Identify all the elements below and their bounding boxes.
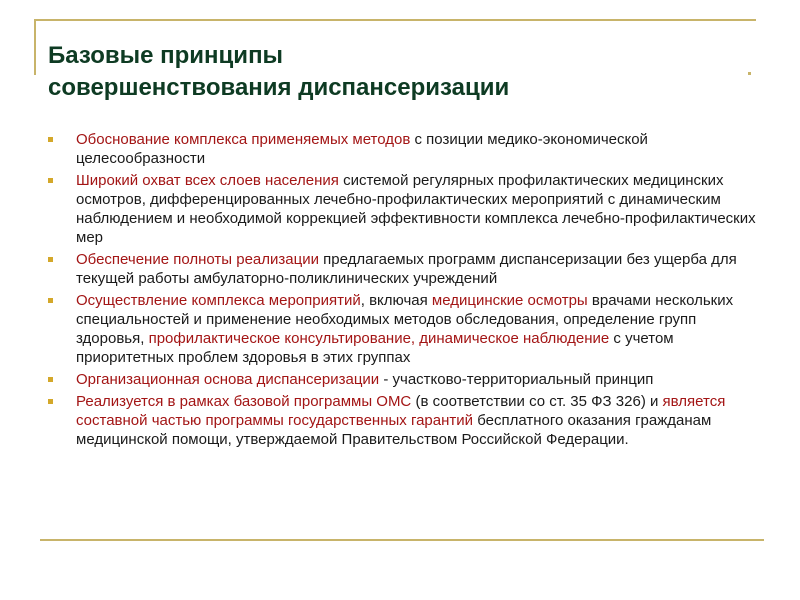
bullet-marker <box>48 137 53 142</box>
bullet-highlight: Обоснование комплекса применяемых методов <box>76 131 411 148</box>
top-rule <box>34 19 756 21</box>
bullet-marker <box>48 399 53 404</box>
bullet-item <box>48 250 760 288</box>
corner-dot <box>748 72 751 75</box>
bullet-text: (в соответствии со ст. 35 ФЗ 326) и <box>411 393 663 410</box>
bullet-highlight: является составной частью программы государственных гарантий <box>76 393 726 429</box>
slide-title <box>48 40 748 104</box>
left-rule <box>34 19 36 75</box>
bullet-marker <box>48 178 53 183</box>
bullet-marker <box>48 257 53 262</box>
bullet-list <box>48 130 760 452</box>
title-line-2: совершенствования диспансеризации <box>48 74 510 101</box>
bullet-highlight: Осуществление комплекса мероприятий <box>76 292 361 309</box>
bullet-item <box>48 130 760 168</box>
bullet-text: предлагаемых программ диспансеризации без ущерба для текущей работы амбулаторно-поликлинических учреждений <box>76 251 737 287</box>
bullet-highlight: профилактическое консультирование, динамическое наблюдение <box>148 330 610 347</box>
bullet-highlight: Широкий охват всех слоев населения <box>76 172 339 189</box>
bullet-text: врачами нескольких специальностей и применение необходимых методов обследования, определение групп здоровья, <box>76 292 734 347</box>
bullet-item <box>48 291 760 367</box>
bullet-item <box>48 370 760 389</box>
bullet-text: , включая <box>360 292 432 309</box>
bullet-highlight: Обеспечение полноты реализации <box>76 251 319 268</box>
title-line-1: Базовые принципы <box>48 42 284 69</box>
bullet-item <box>48 392 760 449</box>
bullet-highlight: медицинские осмотры <box>431 292 588 309</box>
bullet-text: системой регулярных профилактических медицинских осмотров, дифференцированных лечебно-профилактических мероприятий с динамическим наблюдением и необходимой коррекцией эффективности комплекса лечебно-профилактических мер <box>76 172 756 246</box>
bullet-text: с учетом приоритетных проблем здоровья в этих группах <box>76 330 674 366</box>
bullet-highlight: Реализуется в рамках базовой программы ОМС <box>76 393 412 410</box>
bullet-text: - участково-территориальный принцип <box>379 371 654 388</box>
bullet-marker <box>48 377 53 382</box>
bullet-highlight: Организационная основа диспансеризации <box>76 371 380 388</box>
bottom-rule <box>40 539 764 541</box>
bullet-marker <box>48 298 53 303</box>
bullet-item <box>48 171 760 247</box>
bullet-text: с позиции медико-экономической целесообразности <box>76 131 648 167</box>
bullet-text: бесплатного оказания гражданам медицинской помощи, утверждаемой Правительством Российской Федерации. <box>76 412 712 448</box>
